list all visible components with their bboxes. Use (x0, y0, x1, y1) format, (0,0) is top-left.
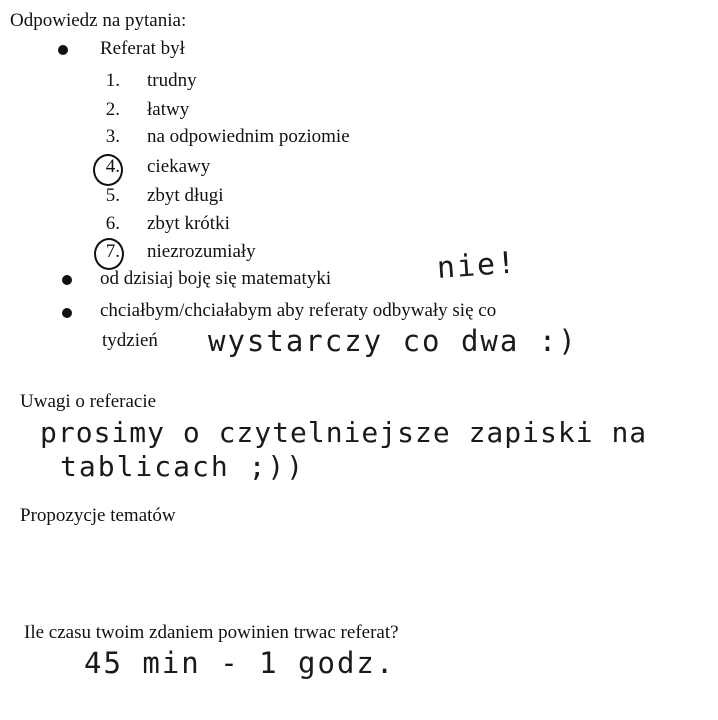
bullet-marker (58, 45, 68, 55)
option-number: 2. (105, 99, 120, 120)
form-heading: Odpowiedz na pytania: (10, 10, 187, 31)
topics-label: Propozycje tematów (20, 505, 176, 526)
selection-circle-mark (94, 238, 124, 270)
handwritten-answer-math: nie! (435, 245, 519, 286)
option-label: zbyt krótki (147, 213, 230, 234)
option-number: 4. (105, 156, 120, 177)
option-label: zbyt długi (147, 185, 224, 206)
option-label: niezrozumiały (147, 241, 256, 262)
option-label: łatwy (147, 99, 190, 120)
bullet-marker (62, 275, 72, 285)
option-label: na odpowiednim poziomie (147, 126, 350, 147)
bullet-marker (62, 308, 72, 318)
question-frequency-line1: chciałbym/chciałabym aby referaty odbywały się co (100, 300, 497, 321)
option-number: 5. (105, 185, 120, 206)
option-label: ciekawy (147, 156, 211, 177)
selection-circle-mark (93, 154, 123, 186)
option-number: 3. (105, 126, 120, 147)
option-number: 6. (105, 213, 120, 234)
option-number: 7. (105, 241, 120, 262)
question-math-label: od dzisiaj boję się matematyki (100, 268, 332, 289)
handwritten-remarks-line1: prosimy o czytelniejsze zapiski na (40, 416, 648, 449)
handwritten-answer-frequency: wystarczy co dwa :) (208, 324, 578, 358)
duration-question: Ile czasu twoim zdaniem powinien trwac referat? (24, 622, 399, 643)
option-number: 1. (105, 70, 120, 91)
handwritten-answer-duration: 45 min - 1 godz. (84, 646, 396, 680)
question-frequency-line2: tydzień (102, 330, 158, 351)
question-referat-label: Referat był (100, 38, 185, 59)
option-label: trudny (147, 70, 197, 91)
remarks-label: Uwagi o referacie (20, 391, 157, 412)
handwritten-remarks-line2: tablicach ;)) (60, 450, 306, 483)
